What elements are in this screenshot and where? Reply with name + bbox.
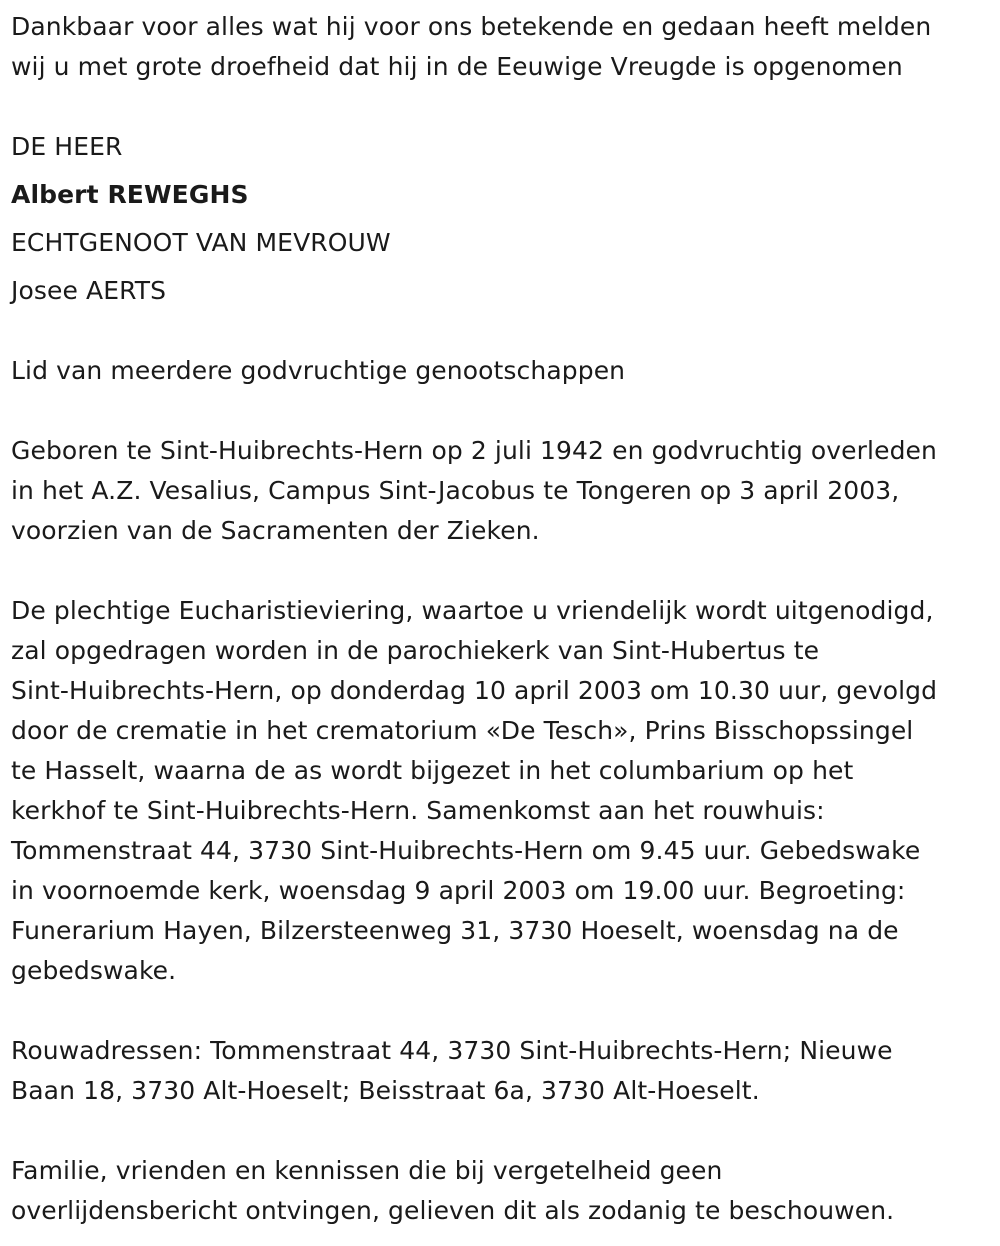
paragraph-line: Geboren te Sint-Huibrechts-Hern op 2 juli 1942 en godvruchtig overleden: [11, 436, 937, 465]
paragraph-line: De plechtige Eucharistieviering, waartoe u vriendelijk wordt uitgenodigd,: [11, 596, 934, 625]
membership-line: Lid van meerdere godvruchtige genootschappen: [11, 356, 626, 385]
paragraph-line: gebedswake.: [11, 956, 177, 985]
family-note-paragraph: [11, 1151, 894, 1231]
paragraph-line: te Hasselt, waarna de as wordt bijgezet in het columbarium op het: [11, 756, 854, 785]
deceased-name: Albert REWEGHS: [11, 180, 249, 209]
paragraph-line: in het A.Z. Vesalius, Campus Sint-Jacobus te Tongeren op 3 april 2003,: [11, 476, 900, 505]
paragraph-line: door de crematie in het crematorium «De Tesch», Prins Bisschopssingel: [11, 716, 914, 745]
paragraph-line: Funerarium Hayen, Bilzersteenweg 31, 3730 Hoeselt, woensdag na de: [11, 916, 899, 945]
paragraph-line: Familie, vrienden en kennissen die bij vergetelheid geen: [11, 1156, 723, 1185]
deceased-title: DE HEER: [11, 132, 123, 161]
paragraph-line: Sint-Huibrechts-Hern, op donderdag 10 april 2003 om 10.30 uur, gevolgd: [11, 676, 938, 705]
spouse-label: ECHTGENOOT VAN MEVROUW: [11, 228, 391, 257]
paragraph-line: Baan 18, 3730 Alt-Hoeselt; Beisstraat 6a, 3730 Alt-Hoeselt.: [11, 1076, 760, 1105]
paragraph-line: Rouwadressen: Tommenstraat 44, 3730 Sint-Huibrechts-Hern; Nieuwe: [11, 1036, 893, 1065]
paragraph-line: in voornoemde kerk, woensdag 9 april 2003 om 19.00 uur. Begroeting:: [11, 876, 906, 905]
addresses-paragraph: [11, 1031, 893, 1111]
paragraph-line: zal opgedragen worden in de parochiekerk van Sint-Hubertus te: [11, 636, 820, 665]
service-paragraph: [11, 591, 937, 991]
paragraph-line: kerkhof te Sint-Huibrechts-Hern. Samenkomst aan het rouwhuis:: [11, 796, 825, 825]
paragraph-line: overlijdensbericht ontvingen, gelieven dit als zodanig te beschouwen.: [11, 1196, 895, 1225]
intro-line-1: Dankbaar voor alles wat hij voor ons betekende en gedaan heeft melden: [11, 12, 932, 41]
intro-line-2: wij u met grote droefheid dat hij in de Eeuwige Vreugde is opgenomen: [11, 52, 903, 81]
birth-death-paragraph: [11, 431, 937, 551]
paragraph-line: voorzien van de Sacramenten der Zieken.: [11, 516, 540, 545]
spouse-name: Josee AERTS: [11, 276, 167, 305]
paragraph-line: Tommenstraat 44, 3730 Sint-Huibrechts-Hern om 9.45 uur. Gebedswake: [11, 836, 921, 865]
